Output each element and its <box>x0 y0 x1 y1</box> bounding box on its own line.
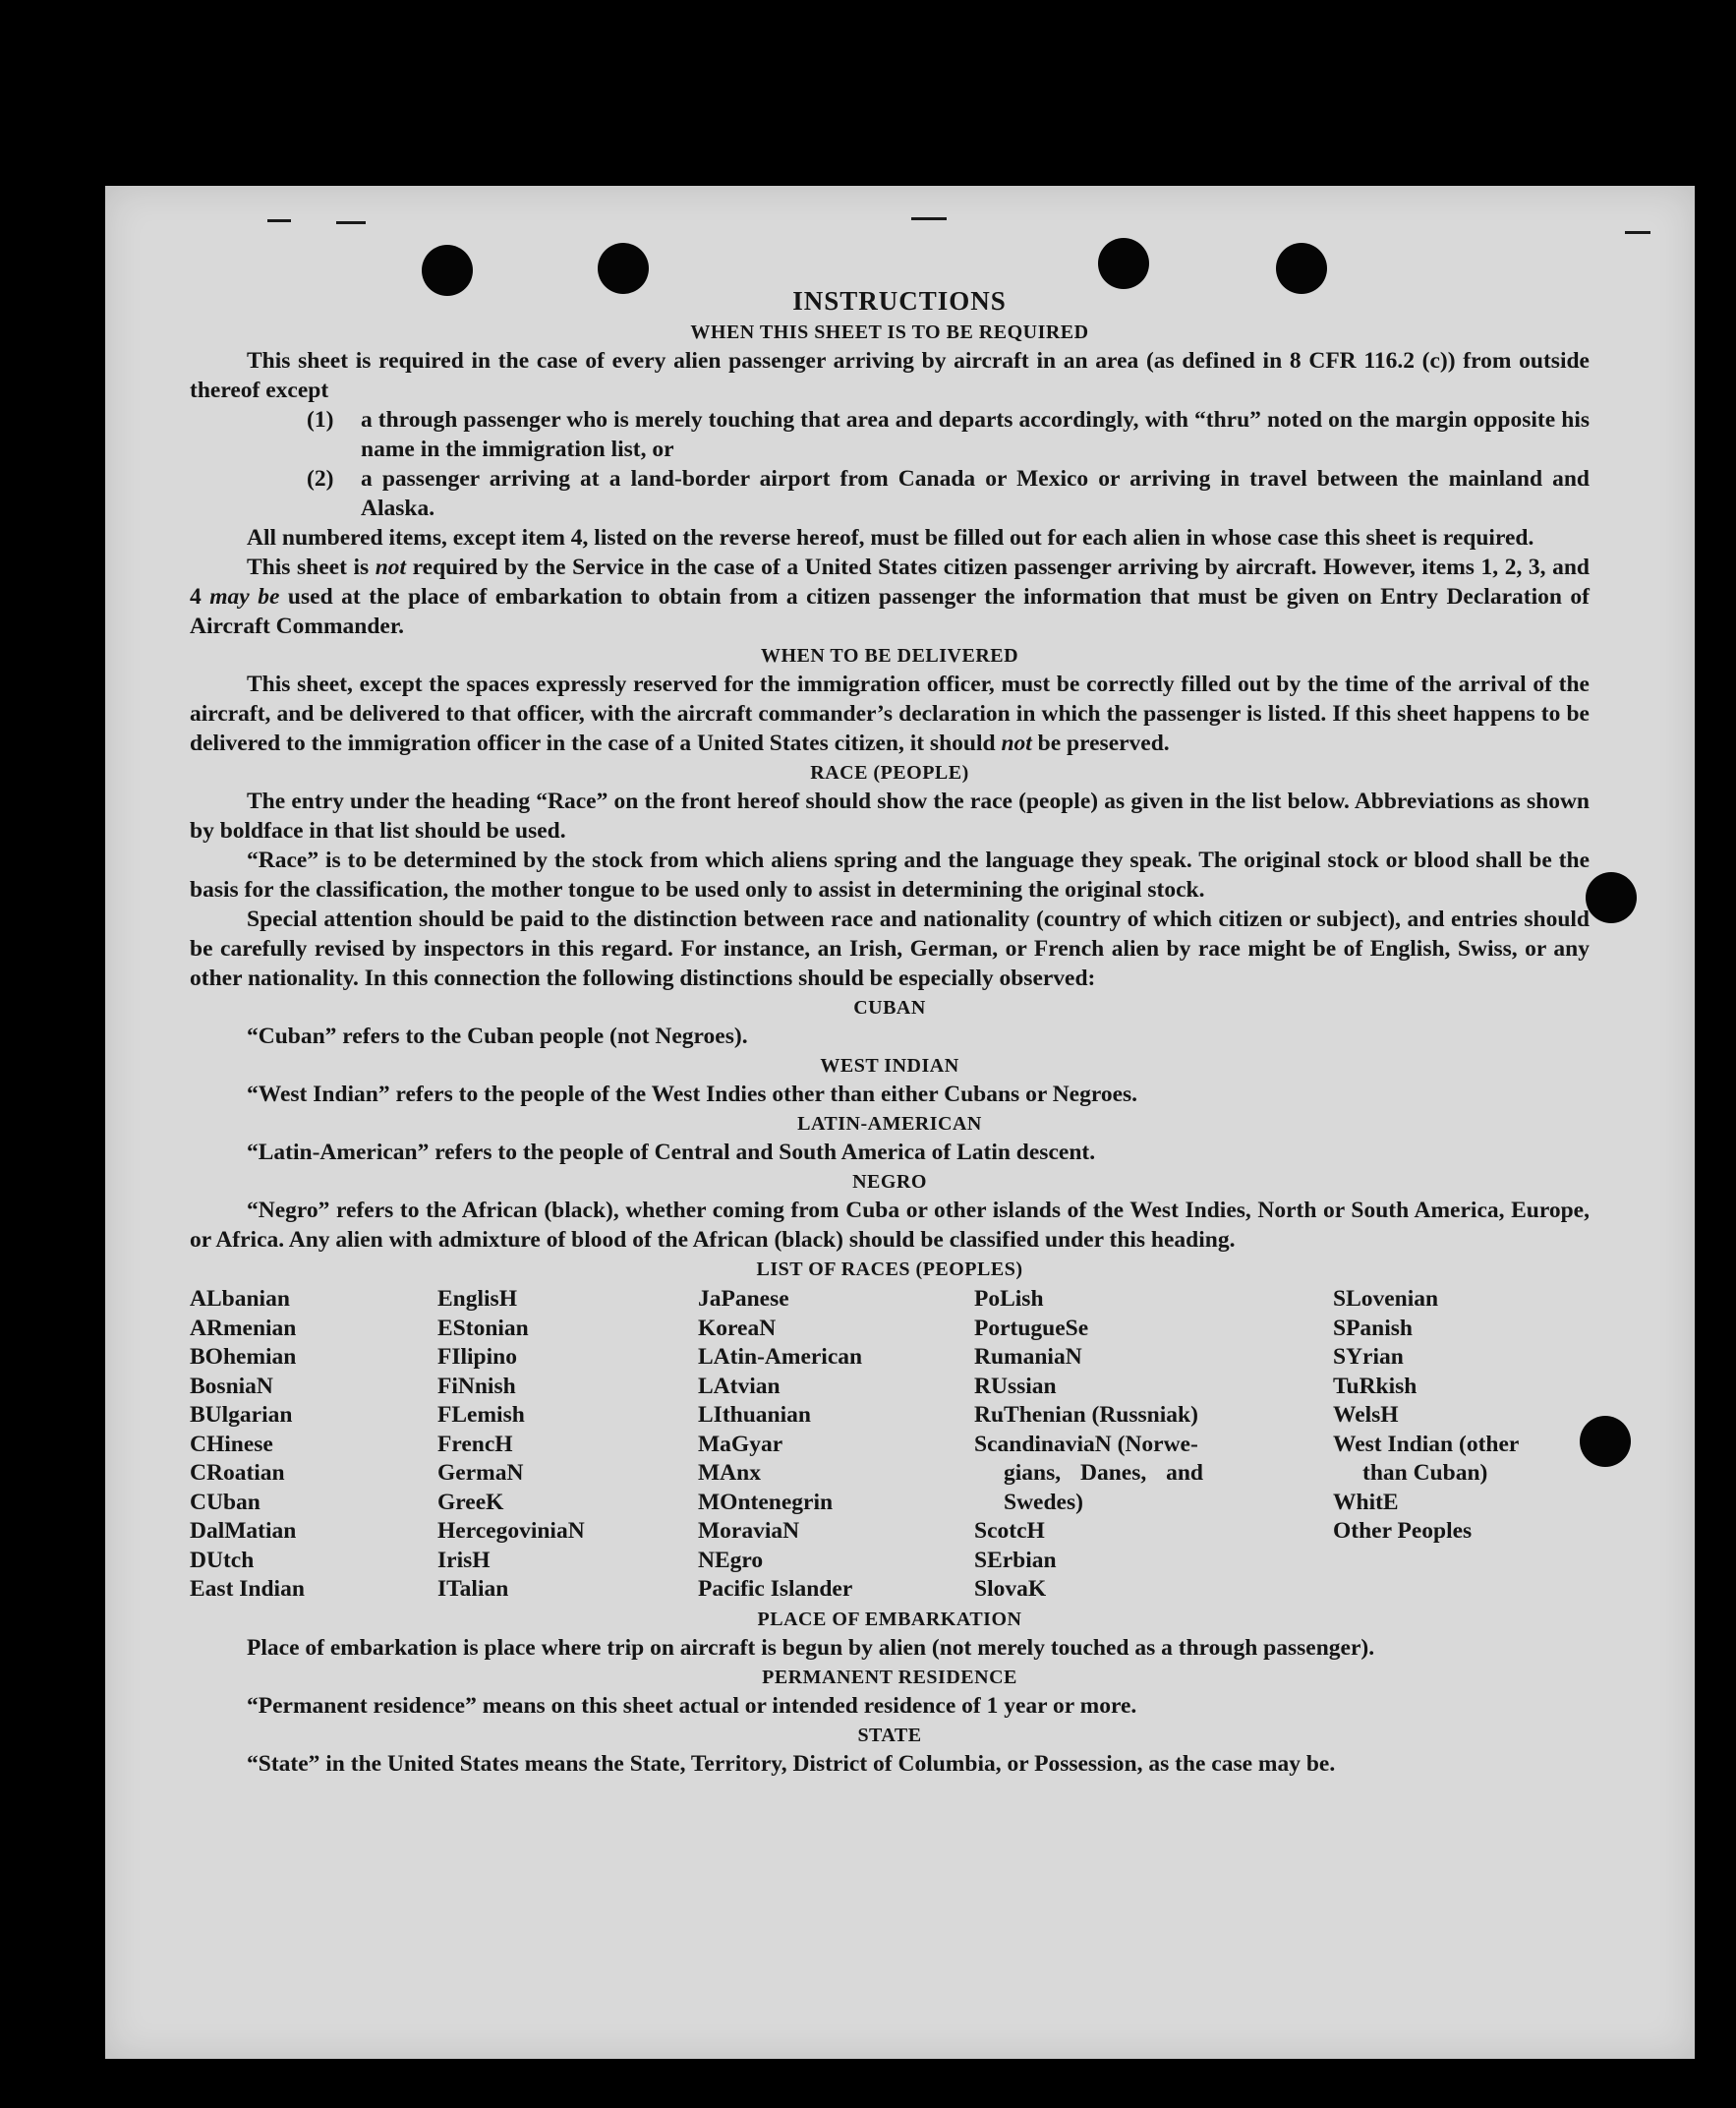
edge-mark <box>1625 231 1650 234</box>
heading-list-of-races: LIST OF RACES (PEOPLES) <box>756 1259 1023 1280</box>
race-entry: ITalian <box>437 1576 509 1602</box>
race-entry: EnglisH <box>437 1286 517 1312</box>
heading-state: STATE <box>857 1724 922 1746</box>
race-entry: CHinese <box>190 1431 273 1457</box>
race-entry: SErbian <box>974 1547 1057 1573</box>
race-entry: LIthuanian <box>698 1402 811 1428</box>
race-entry: WhitE <box>1333 1489 1399 1515</box>
emphasis-text: may be <box>209 584 280 610</box>
race-entry: TuRkish <box>1333 1373 1418 1399</box>
definition-west-indian: “West Indian” refers to the people of the West Indies other than either Cubans or Negroes. <box>247 1082 1138 1107</box>
race-entry: ALbanian <box>190 1286 290 1312</box>
race-entry: LAtvian <box>698 1373 781 1399</box>
list-item-exception-1 <box>190 405 1590 464</box>
race-entry: SlovaK <box>974 1576 1047 1602</box>
heading-when-required: WHEN THIS SHEET IS TO BE REQUIRED <box>690 322 1089 343</box>
text-run: required by the Service in the case of a United States citizen passenger arriving by aircraft. However, items 1, 2, 3, and 4 <box>190 555 1590 610</box>
race-entry: SPanish <box>1333 1315 1413 1341</box>
race-entry-continued: than Cuban) <box>1362 1460 1488 1486</box>
punch-hole <box>1098 238 1149 289</box>
race-entry: KoreaN <box>698 1315 777 1341</box>
race-entry: CRoatian <box>190 1460 285 1486</box>
race-entry-continued: gians, Danes, and <box>1004 1460 1203 1486</box>
paragraph-numbered-items: All numbered items, except item 4, listed on the reverse hereof, must be filled out for each alien in whose case this sheet is required. <box>247 525 1534 551</box>
race-entry: DUtch <box>190 1547 255 1573</box>
race-entry: GermaN <box>437 1460 524 1486</box>
paragraph-citizen <box>190 553 1590 641</box>
race-entry: BosniaN <box>190 1373 273 1399</box>
race-entry: ARmenian <box>190 1315 297 1341</box>
races-column-3 <box>698 1285 974 1605</box>
race-entry: FiNnish <box>437 1373 516 1399</box>
heading-cuban: CUBAN <box>853 997 926 1019</box>
paragraph-race-3: Special attention should be paid to the distinction between race and nationality (country of which citizen or subject), and entries should be carefully revised by inspectors in this regard. For instance, an Irish, German, or French alien by race might be of English, Swiss, or any other nationality. In this connection the following distinctions should be especially observed: <box>190 907 1590 991</box>
text-run: be preserved. <box>1031 731 1170 756</box>
race-entry: RumaniaN <box>974 1344 1082 1370</box>
races-column-2 <box>437 1285 698 1605</box>
definition-place-of-embarkation: Place of embarkation is place where trip on aircraft is begun by alien (not merely touched as a through passenger). <box>247 1634 1375 1661</box>
list-item-exception-2 <box>190 464 1590 523</box>
definition-permanent-residence: “Permanent residence” means on this sheet actual or intended residence of 1 year or more. <box>247 1692 1137 1719</box>
race-entry: NEgro <box>698 1547 764 1573</box>
race-entry: DalMatian <box>190 1518 297 1544</box>
document-title: INSTRUCTIONS <box>792 286 1007 316</box>
definition-negro: “Negro” refers to the African (black), whether coming from Cuba or other islands of the West Indies, North or South America, Europe, or Africa. Any alien with admixture of blood of the African (black) should be classified under this heading. <box>190 1198 1590 1253</box>
definition-cuban: “Cuban” refers to the Cuban people (not Negroes). <box>247 1024 748 1049</box>
heading-negro: NEGRO <box>852 1171 927 1193</box>
heading-permanent-residence: PERMANENT RESIDENCE <box>762 1666 1017 1688</box>
heading-latin-american: LATIN-AMERICAN <box>797 1113 982 1135</box>
race-entry: RUssian <box>974 1373 1057 1399</box>
races-column-4 <box>974 1285 1333 1605</box>
race-entry: BUlgarian <box>190 1402 293 1428</box>
race-entry: FLemish <box>437 1402 525 1428</box>
race-entry: MoraviaN <box>698 1518 800 1544</box>
list-number: (2) <box>307 466 334 492</box>
race-entry: PortugueSe <box>974 1315 1089 1341</box>
race-entry: GreeK <box>437 1489 504 1515</box>
races-column-1 <box>190 1285 437 1605</box>
definition-state: “State” in the United States means the State, Territory, District of Columbia, or Possession, as the case may be. <box>247 1750 1336 1777</box>
race-entry: PoLish <box>974 1286 1044 1312</box>
race-entry: EStonian <box>437 1315 529 1341</box>
race-entry: ScandinaviaN (Norwe- <box>974 1431 1198 1457</box>
heading-place-of-embarkation: PLACE OF EMBARKATION <box>757 1608 1022 1630</box>
edge-mark <box>336 221 366 224</box>
race-entry: MOntenegrin <box>698 1489 834 1515</box>
race-entry: IrisH <box>437 1547 491 1573</box>
document-sheet <box>105 186 1695 2059</box>
race-entry: Other Peoples <box>1333 1518 1473 1544</box>
text-run: This sheet, except the spaces expressly reserved for the immigration officer, must be correctly filled out by the time of the arrival of the aircraft, and be delivered to that officer, with the aircraft commander’s declaration in which the passenger is listed. If this sheet happens to be delivered to the immigration officer in the case of a United States citizen, it should <box>190 672 1590 756</box>
paragraph-race-2: “Race” is to be determined by the stock from which aliens spring and the language they speak. The original stock or blood shall be the basis for the classification, the mother tongue to be used only to assist in determining the original stock. <box>190 848 1590 903</box>
emphasis-text: not <box>1001 731 1032 756</box>
paragraph-race-1: The entry under the heading “Race” on the front hereof should show the race (people) as given in the list below. Abbreviations as shown by boldface in that list should be used. <box>190 789 1590 844</box>
heading-race: RACE (PEOPLE) <box>810 762 969 784</box>
document-body <box>190 284 1590 1779</box>
race-entry: SLovenian <box>1333 1286 1439 1312</box>
races-column-5 <box>1333 1285 1590 1605</box>
race-entry: WelsH <box>1333 1402 1399 1428</box>
race-entry: JaPanese <box>698 1286 789 1312</box>
race-entry: East Indian <box>190 1576 305 1602</box>
paragraph-delivery <box>190 670 1590 758</box>
race-entry: HercegoviniaN <box>437 1518 585 1544</box>
race-entry: FIlipino <box>437 1344 517 1370</box>
race-entry: Pacific Islander <box>698 1576 853 1602</box>
race-entry: CUban <box>190 1489 260 1515</box>
heading-when-delivered: WHEN TO BE DELIVERED <box>760 645 1019 667</box>
list-text: a passenger arriving at a land-border airport from Canada or Mexico or arriving in travel between the mainland and Alaska. <box>361 466 1590 521</box>
edge-mark <box>911 217 947 220</box>
text-run: This sheet is <box>247 555 376 580</box>
race-entry: BOhemian <box>190 1344 297 1370</box>
races-list <box>190 1285 1590 1605</box>
emphasis-text: not <box>375 555 407 580</box>
race-entry: LAtin-American <box>698 1344 863 1370</box>
heading-west-indian: WEST INDIAN <box>820 1055 959 1077</box>
punch-hole <box>1586 872 1637 923</box>
list-text: a through passenger who is merely touching that area and departs accordingly, with “thru” noted on the margin opposite his name in the immigration list, or <box>361 407 1590 462</box>
race-entry: RuThenian (Russniak) <box>974 1402 1198 1428</box>
race-entry: West Indian (other <box>1333 1431 1520 1457</box>
race-entry: MaGyar <box>698 1431 783 1457</box>
text-run: used at the place of embarkation to obtain from a citizen passenger the information that must be given on Entry Declaration of Aircraft Commander. <box>190 584 1591 639</box>
paragraph-intro: This sheet is required in the case of every alien passenger arriving by aircraft in an area (as defined in 8 CFR 116.2 (c)) from outside thereof except <box>190 348 1590 403</box>
definition-latin-american: “Latin-American” refers to the people of Central and South America of Latin descent. <box>247 1140 1096 1165</box>
race-entry: FrencH <box>437 1431 513 1457</box>
race-entry: SYrian <box>1333 1344 1404 1370</box>
list-number: (1) <box>307 407 334 433</box>
race-entry: ScotcH <box>974 1518 1045 1544</box>
race-entry-continued: Swedes) <box>1004 1489 1083 1515</box>
edge-mark <box>267 219 291 222</box>
race-entry: MAnx <box>698 1460 761 1486</box>
